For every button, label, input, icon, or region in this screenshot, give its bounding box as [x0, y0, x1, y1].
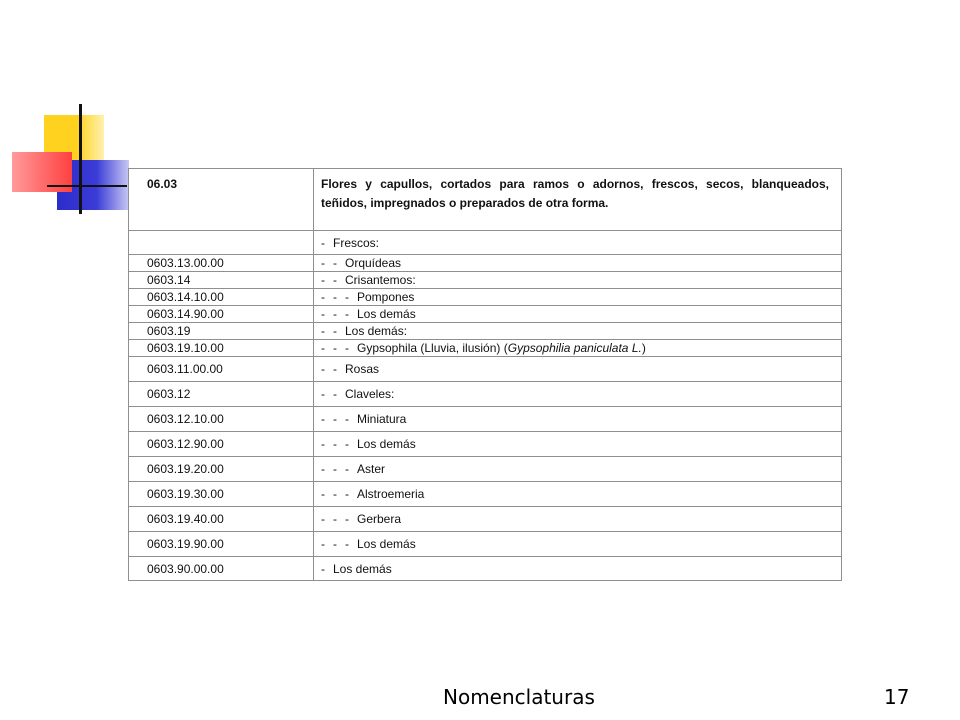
code-cell: 0603.11.00.00 — [129, 357, 314, 382]
description-text: Los demás — [333, 561, 392, 576]
description-text: Claveles: — [345, 387, 395, 401]
level-dash: - — [333, 273, 337, 287]
description-cell — [314, 255, 842, 272]
table-row — [129, 482, 842, 507]
level-dash: - — [333, 412, 337, 426]
level-dash: - — [321, 362, 325, 376]
code-cell: 0603.19.90.00 — [129, 532, 314, 557]
table-row — [129, 457, 842, 482]
code-cell — [129, 231, 314, 255]
description-cell — [314, 382, 842, 407]
footer-title: Nomenclaturas — [443, 685, 595, 709]
level-dash: - — [321, 561, 325, 576]
code-cell: 0603.14.10.00 — [129, 289, 314, 306]
level-dash: - — [345, 341, 349, 355]
level-dash: - — [321, 537, 325, 551]
level-dash: - — [333, 290, 337, 304]
code-cell: 0603.19.30.00 — [129, 482, 314, 507]
level-dash: - — [333, 387, 337, 401]
level-dash: - — [333, 437, 337, 451]
level-dash: - — [333, 256, 337, 270]
level-dash: - — [321, 487, 325, 501]
description-cell — [314, 272, 842, 289]
level-dash: - — [321, 290, 325, 304]
description-text: Crisantemos: — [345, 273, 416, 287]
description-text: Los demás — [357, 537, 416, 551]
description-cell — [314, 340, 842, 357]
level-dash: - — [345, 437, 349, 451]
header-description-cell: Flores y capullos, cortados para ramos o adornos, frescos, secos, blanqueados, teñidos, impregnados o preparados de otra forma. — [314, 169, 842, 231]
level-dash: - — [345, 462, 349, 476]
code-cell: 0603.12.10.00 — [129, 407, 314, 432]
description-suffix: ) — [641, 341, 646, 355]
level-dash: - — [345, 307, 349, 321]
description-cell — [314, 323, 842, 340]
level-dash: - — [345, 487, 349, 501]
description-cell — [314, 289, 842, 306]
page-number: 17 — [884, 685, 910, 709]
description-text: Los demás — [357, 437, 416, 451]
level-dash: - — [321, 273, 325, 287]
table-row — [129, 557, 842, 581]
code-cell: 0603.19.10.00 — [129, 340, 314, 357]
description-cell — [314, 357, 842, 382]
decorative-horizontal-line — [47, 185, 127, 187]
level-dash: - — [321, 341, 325, 355]
code-cell: 0603.12 — [129, 382, 314, 407]
level-dash: - — [321, 387, 325, 401]
description-text: Gypsophila (Lluvia, ilusión) ( — [357, 341, 508, 355]
description-cell — [314, 507, 842, 532]
level-dash: - — [345, 290, 349, 304]
code-cell: 0603.13.00.00 — [129, 255, 314, 272]
code-cell: 0603.19.20.00 — [129, 457, 314, 482]
description-cell — [314, 457, 842, 482]
description-text: Aster — [357, 462, 386, 476]
level-dash: - — [333, 341, 337, 355]
code-cell: 0603.19.40.00 — [129, 507, 314, 532]
level-dash: - — [333, 462, 337, 476]
table-row — [129, 432, 842, 457]
code-cell: 0603.90.00.00 — [129, 557, 314, 581]
description-cell — [314, 407, 842, 432]
scientific-name: Gypsophilia paniculata L. — [507, 341, 642, 355]
table-row — [129, 323, 842, 340]
description-text: Alstroemeria — [357, 487, 425, 501]
level-dash: - — [321, 437, 325, 451]
table-row — [129, 306, 842, 323]
description-text: Pompones — [357, 290, 415, 304]
table-header-row — [129, 169, 842, 231]
description-text: Gerbera — [357, 512, 402, 526]
table-row — [129, 231, 842, 255]
description-cell — [314, 557, 842, 581]
level-dash: - — [333, 362, 337, 376]
level-dash: - — [321, 256, 325, 270]
description-cell — [314, 482, 842, 507]
table-row — [129, 507, 842, 532]
description-cell — [314, 231, 842, 255]
level-dash: - — [321, 235, 325, 250]
description-text: Rosas — [345, 362, 380, 376]
table-row — [129, 289, 842, 306]
level-dash: - — [333, 512, 337, 526]
level-dash: - — [321, 512, 325, 526]
tariff-nomenclature-table — [128, 168, 842, 581]
header-code-cell: 06.03 — [129, 169, 314, 231]
level-dash: - — [321, 307, 325, 321]
description-text: Los demás — [357, 307, 416, 321]
code-cell: 0603.12.90.00 — [129, 432, 314, 457]
description-text: Miniatura — [357, 412, 407, 426]
description-text: Orquídeas — [345, 256, 402, 270]
table-row — [129, 255, 842, 272]
description-text: Frescos: — [333, 235, 380, 250]
level-dash: - — [345, 512, 349, 526]
level-dash: - — [345, 412, 349, 426]
table-row — [129, 357, 842, 382]
level-dash: - — [321, 324, 325, 338]
level-dash: - — [333, 537, 337, 551]
table-row — [129, 532, 842, 557]
level-dash: - — [333, 487, 337, 501]
description-cell — [314, 306, 842, 323]
table-row — [129, 407, 842, 432]
level-dash: - — [321, 462, 325, 476]
level-dash: - — [345, 537, 349, 551]
description-cell — [314, 432, 842, 457]
code-cell: 0603.14.90.00 — [129, 306, 314, 323]
description-cell — [314, 532, 842, 557]
level-dash: - — [333, 307, 337, 321]
level-dash: - — [333, 324, 337, 338]
decorative-vertical-line — [79, 104, 82, 214]
table-row — [129, 272, 842, 289]
level-dash: - — [321, 412, 325, 426]
code-cell: 0603.14 — [129, 272, 314, 289]
table-row — [129, 340, 842, 357]
description-text: Los demás: — [345, 324, 408, 338]
table-row — [129, 382, 842, 407]
code-cell: 0603.19 — [129, 323, 314, 340]
